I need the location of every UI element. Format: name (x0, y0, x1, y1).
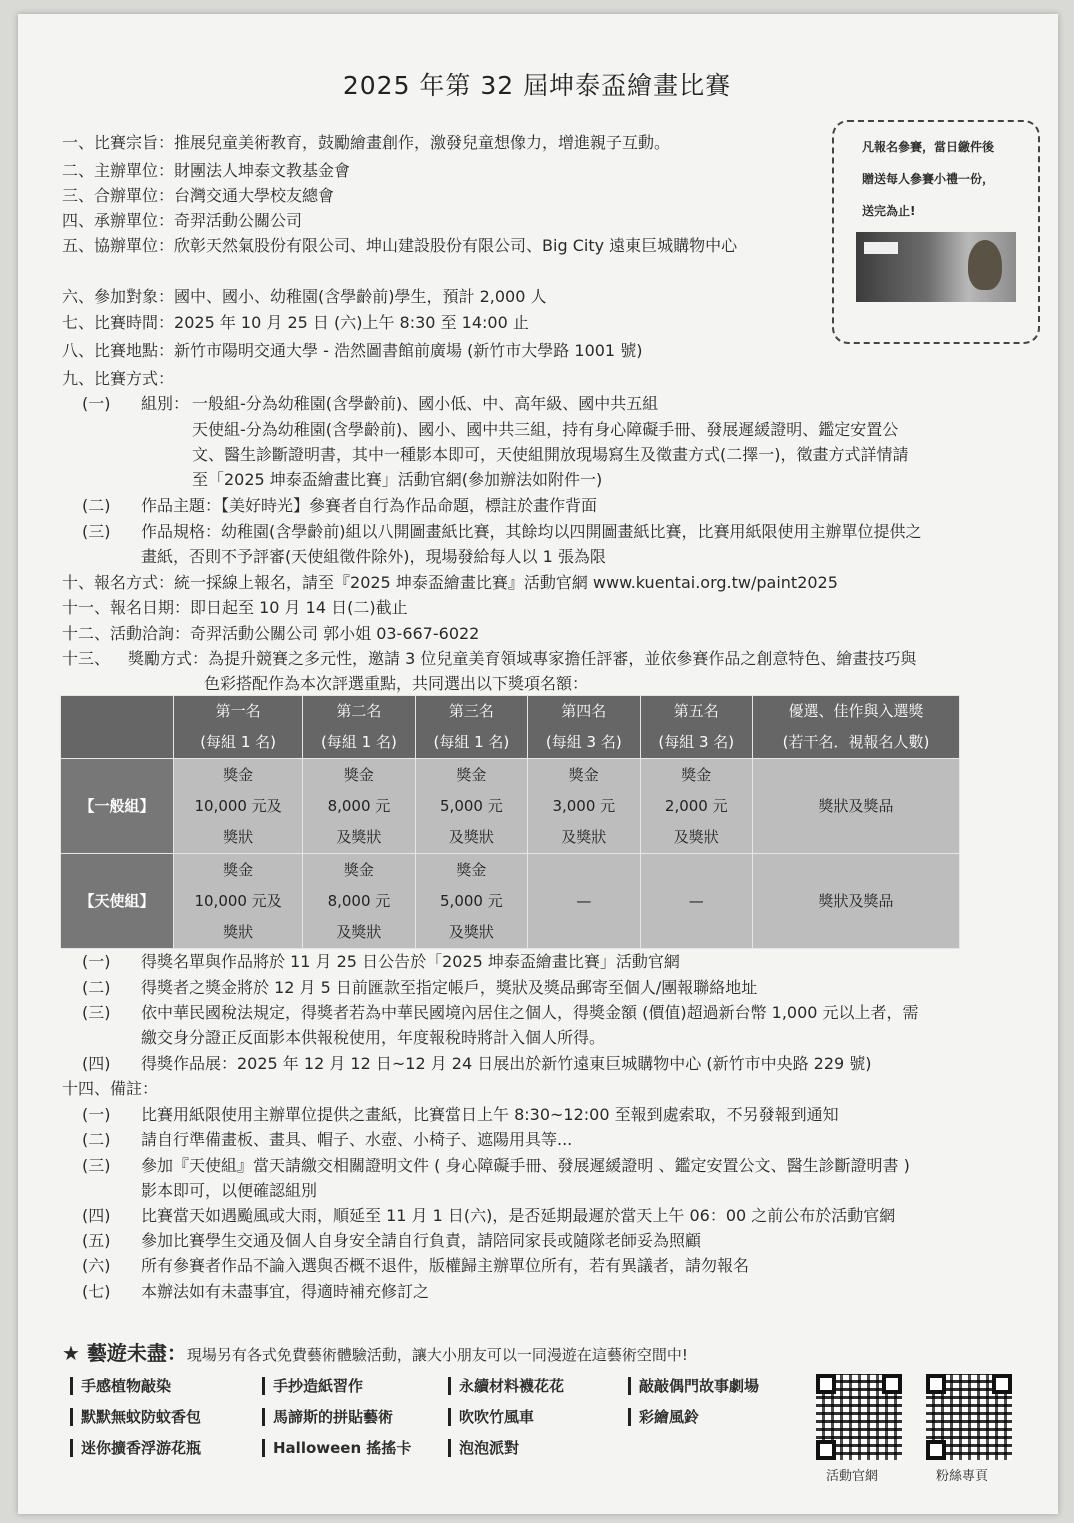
qr-label-fanpage: 粉絲專頁 (936, 1469, 989, 1484)
promo-line: 贈送每人參賽小禮一份， (862, 172, 995, 186)
awards-row-angel (61, 854, 960, 949)
awards-table-header-row (61, 696, 960, 759)
activity-item: 彩繪風鈴 (628, 1408, 699, 1426)
awards-note-num: (四) (82, 1054, 111, 1073)
footer-title: ★ 藝遊未盡：現場另有各式免費藝術體驗活動，讓大小朋友可以一同漫遊在這藝術空間中! (62, 1341, 688, 1365)
award-cell: 獎金 5,000 元 及獎狀 (415, 759, 527, 854)
awards-intro-line: 色彩搭配作為本次評選重點，共同選出以下獎項名額： (204, 674, 589, 693)
awards-note: 得獎作品展：2025 年 12 月 12 日~12 月 24 日展出於新竹遠東巨城購物中心 (新竹市中央路 229 號) (141, 1054, 872, 1073)
section-executor: 四、承辦單位：奇羿活動公關公司 (62, 211, 303, 230)
section-participants: 六、參加對象：國中、國小、幼稚園(含學齡前)學生，預計 2,000 人 (62, 287, 547, 306)
award-cell-empty: — (528, 854, 640, 949)
section-venue: 八、比賽地點：新竹市陽明交通大學 - 浩然圖書館前廣場 (新竹市大學路 1001 號) (62, 341, 643, 360)
method-spec-line: 畫紙，否則不予評審(天使組徵件除外)，現場發給每人以 1 張為限 (141, 547, 606, 566)
awards-note: 依中華民國稅法規定，得獎者若為中華民國境內居住之個人，得獎金額 (價值)超過新台幣 1,000 元以上者，需 (141, 1003, 919, 1022)
remarks-title: 十四、備註： (62, 1079, 159, 1098)
method-group-line: 天使組-分為幼稚園(含學齡前)、國小、國中共三組，持有身心障礙手冊、發展遲緩證明、鑑定安置公 (192, 420, 899, 439)
section-time: 七、比賽時間：2025 年 10 月 25 日 (六)上午 8:30 至 14:00 止 (62, 313, 529, 332)
awards-row-general (61, 759, 960, 854)
activity-item: 敲敲偶門故事劇場 (628, 1377, 759, 1395)
activity-item: 永續材料襪花花 (448, 1377, 564, 1395)
remark-num: (五) (82, 1231, 111, 1250)
remark-num: (四) (82, 1206, 111, 1225)
method-group-line: 文、醫生診斷證明書，其中一種影本即可，天使組開放現場寫生及徵畫方式(二擇一)，徵畫方式詳情請 (192, 445, 909, 464)
qr-finder (816, 1440, 836, 1460)
method-theme: 作品主題：【美好時光】參賽者自行為作品命題，標註於畫作背面 (141, 496, 598, 515)
remark-num: (七) (82, 1282, 111, 1301)
method-spec-line: 作品規格：幼稚園(含學齡前)組以八開圖畫紙比賽，其餘均以四開圖畫紙比賽，比賽用紙限使用主辦單位提供之 (141, 522, 922, 541)
row-label-angel: 【天使組】 (61, 854, 174, 949)
promo-line: 凡報名參賽，當日繳件後 (862, 140, 995, 154)
activity-item: 迷你擴香浮游花瓶 (70, 1439, 201, 1457)
activity-item: 默默無蚊防蚊香包 (70, 1408, 201, 1426)
awards-note-num: (一) (82, 952, 111, 971)
qr-finder (992, 1374, 1012, 1394)
header-third-place: 第三名 (每組 1 名) (415, 696, 527, 759)
activity-item: 馬諦斯的拼貼藝術 (262, 1408, 393, 1426)
remark-num: (二) (82, 1130, 111, 1149)
remark: 參加『天使組』當天請繳交相關證明文件 ( 身心障礙手冊、發展遲緩證明 、鑑定安置公文、醫生診斷證明書 ) (141, 1156, 910, 1175)
method-group-num: (一) (82, 394, 111, 413)
sloth-icon (968, 240, 1002, 290)
method-spec-num: (三) (82, 522, 111, 541)
remark: 本辦法如有未盡事宜，得適時補充修訂之 (141, 1282, 430, 1301)
remark: 請自行準備畫板、畫具、帽子、水壺、小椅子、遮陽用具等... (141, 1130, 573, 1149)
remark: 所有參賽者作品不論入選與否概不退件，版權歸主辦單位所有，若有異議者，請勿報名 (141, 1256, 750, 1275)
method-group-label: 組別： (141, 394, 190, 413)
book-logo-icon (864, 242, 898, 254)
section-registration-date: 十一、報名日期：即日起至 10 月 14 日(二)截止 (62, 598, 408, 617)
awards-table-corner (61, 696, 174, 759)
remark-num: (一) (82, 1105, 111, 1124)
header-first-place: 第一名 (每組 1 名) (174, 696, 303, 759)
remark: 參加比賽學生交通及個人自身安全請自行負責，請陪同家長或隨隊老師妥為照顧 (141, 1231, 702, 1250)
remark-num: (六) (82, 1256, 111, 1275)
activity-item: 手感植物敲染 (70, 1377, 171, 1395)
sloth-book-photo (856, 232, 1016, 302)
awards-intro-line: 獎勵方式：為提升競賽之多元性，邀請 3 位兒童美育領域專家擔任評審，並依參賽作品之創意特色、繪畫技巧與 (128, 649, 917, 668)
awards-table (60, 695, 960, 949)
awards-intro-num: 十三、 (62, 649, 111, 668)
award-cell: 獎金 10,000 元及 獎狀 (174, 854, 303, 949)
award-cell-empty: — (640, 854, 752, 949)
activity-item: 手抄造紙習作 (262, 1377, 363, 1395)
award-cell: 獎金 3,000 元 及獎狀 (528, 759, 640, 854)
qr-finder (816, 1374, 836, 1394)
header-second-place: 第二名 (每組 1 名) (303, 696, 415, 759)
activity-item: 泡泡派對 (448, 1439, 519, 1457)
qr-code-icon[interactable] (926, 1374, 1012, 1460)
qr-finder (926, 1440, 946, 1460)
header-fifth-place: 第五名 (每組 3 名) (640, 696, 752, 759)
promo-line: 送完為止! (862, 204, 916, 218)
section-co-organizer: 三、合辦單位：台灣交通大學校友總會 (62, 186, 335, 205)
remark: 影本即可，以便確認組別 (141, 1181, 318, 1200)
remark: 比賽當天如遇颱風或大雨，順延至 11 月 1 日(六)，是否延期最遲於當天上午 06：00 之前公布於活動官網 (141, 1206, 896, 1225)
page-title: 2025 年第 32 屆坤泰盃繪畫比賽 (342, 71, 732, 100)
qr-finder (882, 1374, 902, 1394)
row-label-general: 【一般組】 (61, 759, 174, 854)
remark-num: (三) (82, 1156, 111, 1175)
awards-note: 得獎者之獎金將於 12 月 5 日前匯款至指定帳戶，獎狀及獎品郵寄至個人/團報聯絡地址 (141, 978, 758, 997)
award-cell: 獎金 2,000 元 及獎狀 (640, 759, 752, 854)
qr-label-website: 活動官網 (826, 1469, 879, 1484)
award-cell: 獎金 10,000 元及 獎狀 (174, 759, 303, 854)
section-organizer: 二、主辦單位：財團法人坤泰文教基金會 (62, 161, 351, 180)
award-cell: 獎金 5,000 元 及獎狀 (415, 854, 527, 949)
section-sponsors: 五、協辦單位：欣彰天然氣股份有限公司、坤山建設股份有限公司、Big City 遠東巨城購物中心 (62, 236, 738, 255)
awards-note-num: (二) (82, 978, 111, 997)
remark: 比賽用紙限使用主辦單位提供之畫紙，比賽當日上午 8:30~12:00 至報到處索取，不另發報到通知 (141, 1105, 839, 1124)
method-group-line: 至「2025 坤泰盃繪畫比賽」活動官網(參加辦法如附件一) (192, 470, 603, 489)
section-purpose: 一、比賽宗旨：推展兒童美術教育，鼓勵繪畫創作，激發兒童想像力，增進親子互動。 (62, 133, 671, 152)
awards-note-num: (三) (82, 1003, 111, 1022)
award-cell-honorable: 獎狀及獎品 (753, 759, 960, 854)
section-registration: 十、報名方式：統一採線上報名，請至『2025 坤泰盃繪畫比賽』活動官網 www.kuentai.org.tw/paint2025 (62, 573, 838, 592)
qr-finder (926, 1374, 946, 1394)
method-theme-num: (二) (82, 496, 111, 515)
qr-code-icon[interactable] (816, 1374, 902, 1460)
awards-note: 繳交身分證正反面影本供報稅使用，年度報稅時將計入個人所得。 (141, 1028, 606, 1047)
activity-item: Halloween 搖搖卡 (262, 1439, 411, 1457)
award-cell-honorable: 獎狀及獎品 (753, 854, 960, 949)
promo-gift-box (832, 120, 1040, 344)
award-cell: 獎金 8,000 元 及獎狀 (303, 759, 415, 854)
method-group-line: 一般組-分為幼稚園(含學齡前)、國小低、中、高年級、國中共五組 (192, 394, 659, 413)
award-cell: 獎金 8,000 元 及獎狀 (303, 854, 415, 949)
header-honorable-mention: 優選、佳作與入選獎 (若干名．視報名人數) (753, 696, 960, 759)
section-contact: 十二、活動洽詢：奇羿活動公關公司 郭小姐 03-667-6022 (62, 624, 480, 643)
section-method: 九、比賽方式： (62, 369, 175, 388)
activity-item: 吹吹竹風車 (448, 1408, 534, 1426)
header-fourth-place: 第四名 (每組 3 名) (528, 696, 640, 759)
awards-note: 得獎名單與作品將於 11 月 25 日公告於「2025 坤泰盃繪畫比賽」活動官網 (141, 952, 680, 971)
